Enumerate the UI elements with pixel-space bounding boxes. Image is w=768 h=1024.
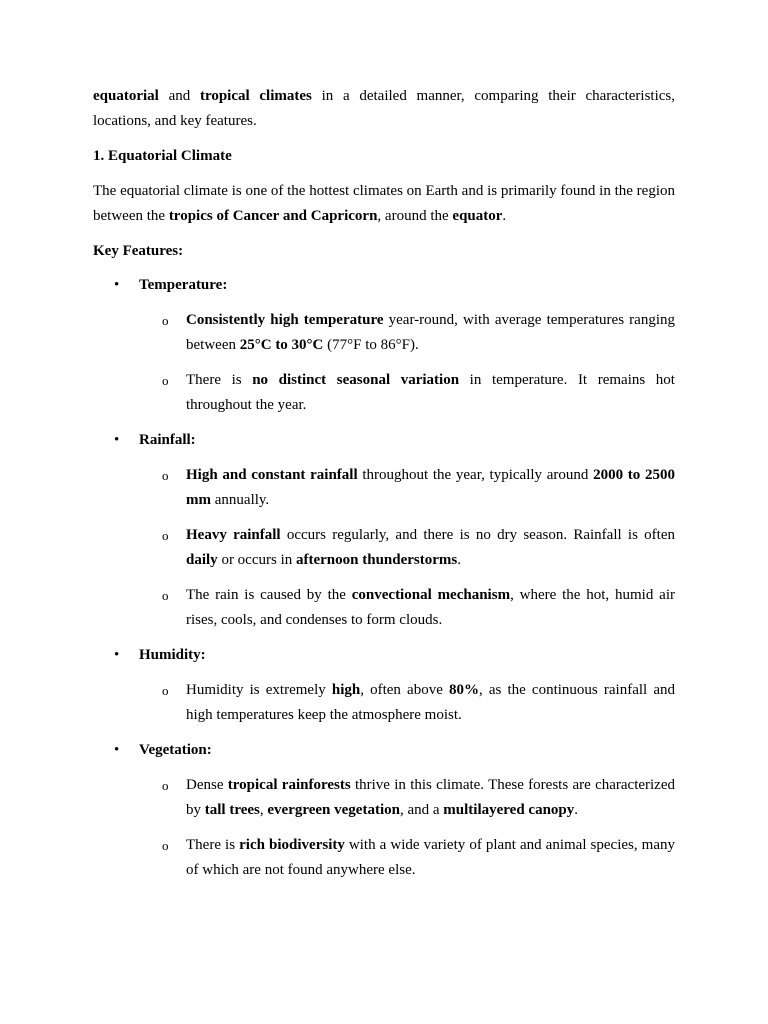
feature-item <box>93 428 675 633</box>
text-run: , around the <box>377 208 453 224</box>
sub-bullet-icon: o <box>162 683 169 698</box>
text-run: throughout the year, typically around <box>357 467 594 483</box>
feature-detail-item <box>139 583 675 633</box>
text-run: and <box>158 88 200 104</box>
feature-detail-item <box>139 368 675 418</box>
text-run: in temperature. It remains hot throughout the year. <box>186 372 675 413</box>
bold-text-run: 25°C to 30°C <box>239 337 324 353</box>
text-run: in a detailed manner, comparing their characteristics, locations, and key features. <box>93 88 675 129</box>
sub-bullet-icon: o <box>162 373 169 388</box>
text-run: . <box>457 552 461 568</box>
key-features-heading <box>93 239 675 264</box>
bold-text-run: convectional mechanism <box>351 587 511 603</box>
feature-detail-item <box>139 523 675 573</box>
bullet-icon: • <box>114 742 120 758</box>
text-run: or occurs in <box>217 552 296 568</box>
bold-text-run: Consistently high temperature <box>186 312 384 328</box>
bold-text-run: afternoon thunderstorms <box>296 552 458 568</box>
text-run: , often above <box>360 682 449 698</box>
bold-text-run: 80% <box>448 682 479 698</box>
sub-bullet-icon: o <box>162 778 169 793</box>
bold-text-run: multilayered canopy <box>443 802 575 818</box>
sub-bullet-icon: o <box>162 313 169 328</box>
text-run: The rain is caused by the <box>186 587 352 603</box>
sub-bullet-icon: o <box>162 588 169 603</box>
sub-bullet-icon: o <box>162 528 169 543</box>
feature-detail-item <box>139 833 675 883</box>
text-run: There is <box>186 837 240 853</box>
text-run: There is <box>186 372 253 388</box>
bold-text-run: high <box>331 682 361 698</box>
section-heading-text: 1. Equatorial Climate <box>93 148 232 164</box>
sub-bullet-icon: o <box>162 468 169 483</box>
bold-text-run: equatorial <box>93 88 159 104</box>
text-run: annually. <box>211 492 270 508</box>
text-run: year-round, with average temperatures ranging between <box>186 312 676 353</box>
bold-text-run: equator <box>452 208 503 224</box>
text-run: , and a <box>399 802 444 818</box>
feature-detail-item <box>139 678 675 728</box>
feature-detail-list <box>139 773 675 883</box>
sub-bullet-icon: o <box>162 838 169 853</box>
feature-item <box>93 273 675 418</box>
key-features-heading-text: Key Features: <box>93 243 184 259</box>
feature-detail-item <box>139 308 675 358</box>
text-run: thrive in this climate. These forests are characterized by <box>186 777 675 818</box>
text-run: Humidity is extremely <box>186 682 332 698</box>
text-run: The equatorial climate is one of the hottest climates on Earth and is primarily found in the region between the <box>93 183 675 224</box>
bold-text-run: tropics of Cancer and Capricorn <box>168 208 378 224</box>
text-run: Dense <box>186 777 228 793</box>
bullet-icon: • <box>114 647 120 663</box>
text-run: occurs regularly, and there is no dry season. Rainfall is often <box>280 527 675 543</box>
section-body-paragraph <box>93 179 675 229</box>
text-run: . <box>574 802 579 818</box>
document-page <box>93 84 675 893</box>
bold-text-run: evergreen vegetation <box>267 802 400 818</box>
feature-detail-list <box>139 678 675 728</box>
bold-text-run: Heavy rainfall <box>186 527 281 543</box>
bold-text-run: no distinct seasonal variation <box>252 372 460 388</box>
bold-text-run: tropical rainforests <box>227 777 351 793</box>
text-run: (77°F to 86°F). <box>323 337 419 353</box>
feature-detail-item <box>139 463 675 513</box>
text-run: , as the continuous rainfall and high temperatures keep the atmosphere moist. <box>186 682 675 723</box>
feature-detail-list <box>139 463 675 633</box>
feature-item <box>93 738 675 883</box>
feature-item <box>93 643 675 728</box>
bullet-icon: • <box>114 277 120 293</box>
bold-text-run: daily <box>186 552 218 568</box>
bold-text-run: 2000 to 2500 mm <box>186 467 676 508</box>
bold-text-run: tall trees <box>204 802 260 818</box>
bold-text-run: tropical climates <box>199 88 312 104</box>
text-run: . <box>502 208 507 224</box>
intro-paragraph <box>93 84 675 134</box>
text-run: with a wide variety of plant and animal species, many of which are not found anywhere else. <box>186 837 676 878</box>
bold-text-run: rich biodiversity <box>239 837 345 853</box>
text-run: , where the hot, humid air rises, cools, and condenses to form clouds. <box>186 587 675 628</box>
feature-label: Vegetation: <box>139 742 212 758</box>
feature-detail-item <box>139 773 675 823</box>
feature-detail-list <box>139 308 675 418</box>
feature-label: Temperature: <box>139 277 228 293</box>
feature-label: Humidity: <box>139 647 206 663</box>
bullet-icon: • <box>114 432 120 448</box>
text-run: , <box>259 802 268 818</box>
bold-text-run: High and constant rainfall <box>186 467 358 483</box>
section-heading <box>93 144 675 169</box>
features-list <box>93 273 675 883</box>
feature-label: Rainfall: <box>139 432 196 448</box>
